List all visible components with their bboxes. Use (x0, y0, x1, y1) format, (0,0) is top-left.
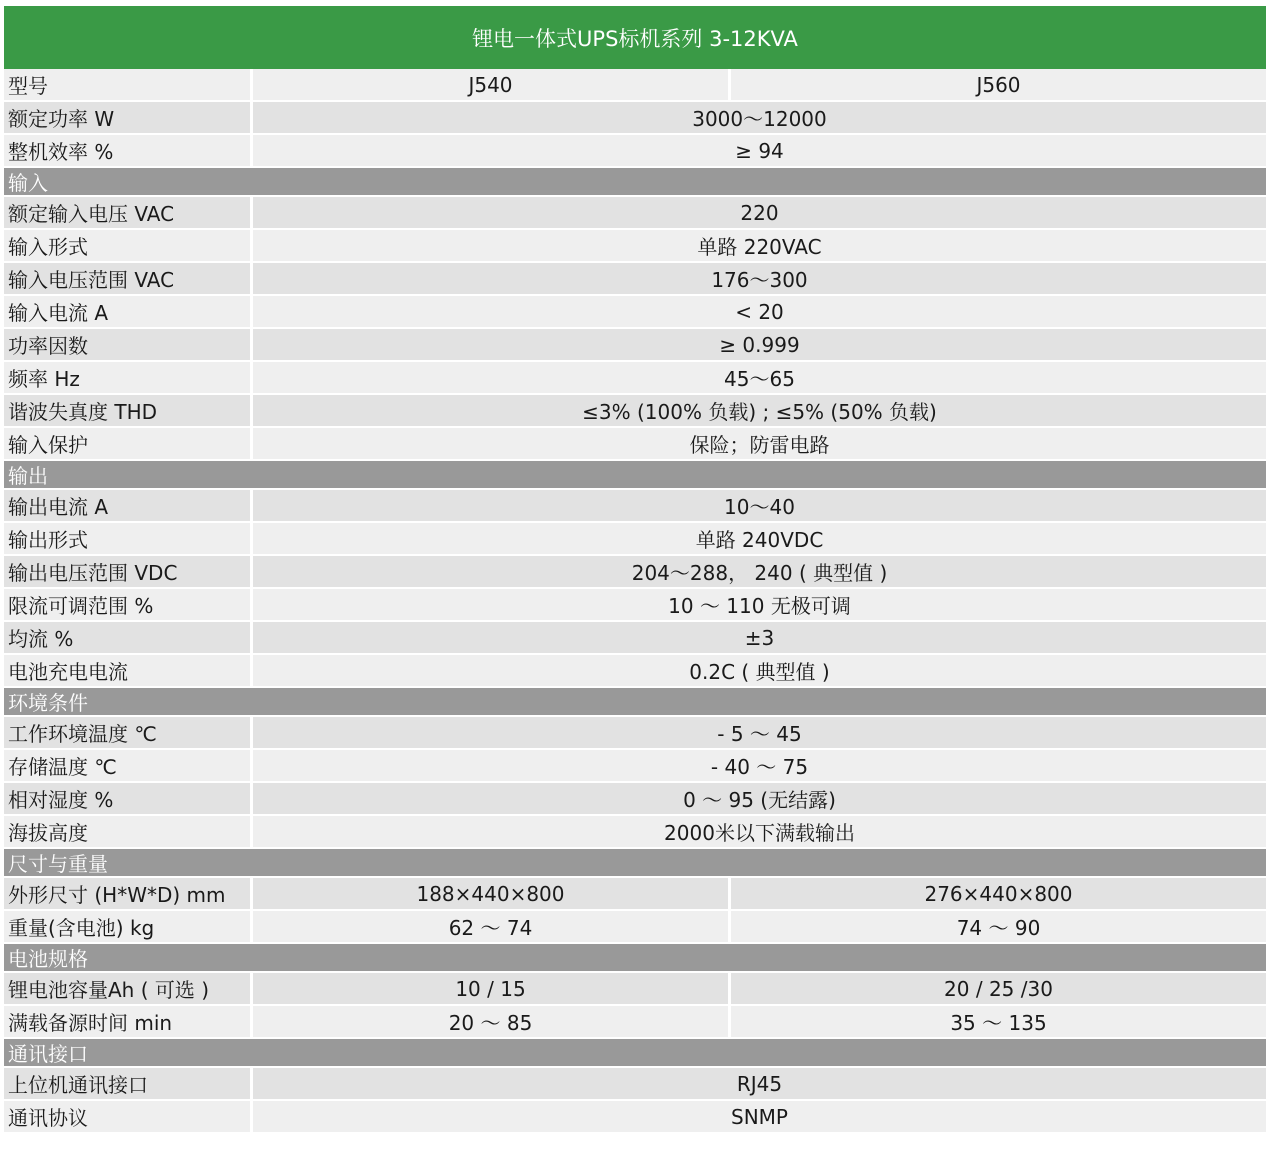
spec-label: 电池充电电流 (4, 655, 250, 686)
spec-value: < 20 (253, 296, 1266, 327)
spec-value-j540: 10 / 15 (253, 973, 728, 1004)
spec-value: 10 ～ 110 无极可调 (253, 589, 1266, 620)
section-header: 输入 (4, 168, 1266, 197)
spec-value-j540: 62 ～ 74 (253, 911, 728, 942)
section-header: 输出 (4, 461, 1266, 490)
section-header: 通讯接口 (4, 1039, 1266, 1068)
spec-row (4, 102, 1266, 135)
spec-row (4, 750, 1266, 783)
spec-value: 220 (253, 197, 1266, 228)
spec-label: 整机效率 % (4, 135, 250, 166)
spec-label: 均流 % (4, 622, 250, 653)
spec-label: 频率 Hz (4, 362, 250, 393)
spec-row (4, 296, 1266, 329)
spec-label: 输出电压范围 VDC (4, 556, 250, 587)
spec-value-j560: 276×440×800 (731, 878, 1266, 909)
spec-row (4, 490, 1266, 523)
spec-value: - 40 ～ 75 (253, 750, 1266, 781)
spec-row (4, 622, 1266, 655)
spec-sheet (4, 6, 1266, 1134)
spec-value: 保险；防雷电路 (253, 428, 1266, 459)
spec-row (4, 1068, 1266, 1101)
spec-value: 0 ～ 95 (无结露) (253, 783, 1266, 814)
spec-row (4, 717, 1266, 750)
spec-label: 谐波失真度 THD (4, 395, 250, 426)
spec-row (4, 783, 1266, 816)
spec-value: 176～300 (253, 263, 1266, 294)
spec-row (4, 973, 1266, 1006)
section-header: 电池规格 (4, 944, 1266, 973)
spec-value: 0.2C ( 典型值 ) (253, 655, 1266, 686)
spec-row (4, 395, 1266, 428)
spec-row (4, 69, 1266, 102)
spec-row (4, 911, 1266, 944)
spec-value: ≥ 94 (253, 135, 1266, 166)
spec-row (4, 655, 1266, 688)
spec-row (4, 878, 1266, 911)
section-header: 尺寸与重量 (4, 849, 1266, 878)
spec-label: 功率因数 (4, 329, 250, 360)
spec-row (4, 1006, 1266, 1039)
spec-value-j560: 20 / 25 /30 (731, 973, 1266, 1004)
spec-value-j560: 74 ～ 90 (731, 911, 1266, 942)
spec-label: 输入电压范围 VAC (4, 263, 250, 294)
spec-label: 通讯协议 (4, 1101, 250, 1132)
spec-value: 45～65 (253, 362, 1266, 393)
spec-value: 204～288， 240 ( 典型值 ) (253, 556, 1266, 587)
spec-label: 输出形式 (4, 523, 250, 554)
spec-row (4, 556, 1266, 589)
spec-row (4, 329, 1266, 362)
spec-row (4, 362, 1266, 395)
spec-label: 重量(含电池) kg (4, 911, 250, 942)
section-header: 环境条件 (4, 688, 1266, 717)
spec-row (4, 523, 1266, 556)
spec-label: 输入保护 (4, 428, 250, 459)
spec-label: 外形尺寸 (H*W*D) mm (4, 878, 250, 909)
spec-row (4, 428, 1266, 461)
spec-value: - 5 ～ 45 (253, 717, 1266, 748)
spec-row (4, 816, 1266, 849)
spec-value: ≥ 0.999 (253, 329, 1266, 360)
spec-row (4, 230, 1266, 263)
spec-label: 满载备源时间 min (4, 1006, 250, 1037)
spec-row (4, 263, 1266, 296)
spec-row (4, 197, 1266, 230)
spec-value: 10～40 (253, 490, 1266, 521)
spec-label: 输出电流 A (4, 490, 250, 521)
spec-value-j540: 20 ～ 85 (253, 1006, 728, 1037)
spec-label: 输入电流 A (4, 296, 250, 327)
spec-label: 存储温度 ℃ (4, 750, 250, 781)
spec-value: 2000米以下满载输出 (253, 816, 1266, 847)
spec-value: 3000～12000 (253, 102, 1266, 133)
spec-value: 单路 240VDC (253, 523, 1266, 554)
spec-label: 锂电池容量Ah ( 可选 ) (4, 973, 250, 1004)
spec-label: 上位机通讯接口 (4, 1068, 250, 1099)
spec-label: 额定输入电压 VAC (4, 197, 250, 228)
spec-label: 型号 (4, 69, 250, 100)
spec-row (4, 1101, 1266, 1134)
spec-row (4, 135, 1266, 168)
spec-row (4, 589, 1266, 622)
spec-label: 相对湿度 % (4, 783, 250, 814)
spec-table-body (4, 69, 1266, 1134)
spec-value: ≤3% (100% 负载) ; ≤5% (50% 负载) (253, 395, 1266, 426)
spec-value-j540: J540 (253, 69, 728, 100)
spec-value: 单路 220VAC (253, 230, 1266, 261)
spec-label: 工作环境温度 ℃ (4, 717, 250, 748)
spec-label: 输入形式 (4, 230, 250, 261)
spec-label: 海拔高度 (4, 816, 250, 847)
spec-value: SNMP (253, 1101, 1266, 1132)
spec-label: 额定功率 W (4, 102, 250, 133)
spec-value-j560: J560 (731, 69, 1266, 100)
spec-label: 限流可调范围 % (4, 589, 250, 620)
table-title: 锂电一体式UPS标机系列 3-12KVA (4, 6, 1266, 69)
spec-value-j540: 188×440×800 (253, 878, 728, 909)
spec-value: RJ45 (253, 1068, 1266, 1099)
spec-value: ±3 (253, 622, 1266, 653)
spec-value-j560: 35 ～ 135 (731, 1006, 1266, 1037)
